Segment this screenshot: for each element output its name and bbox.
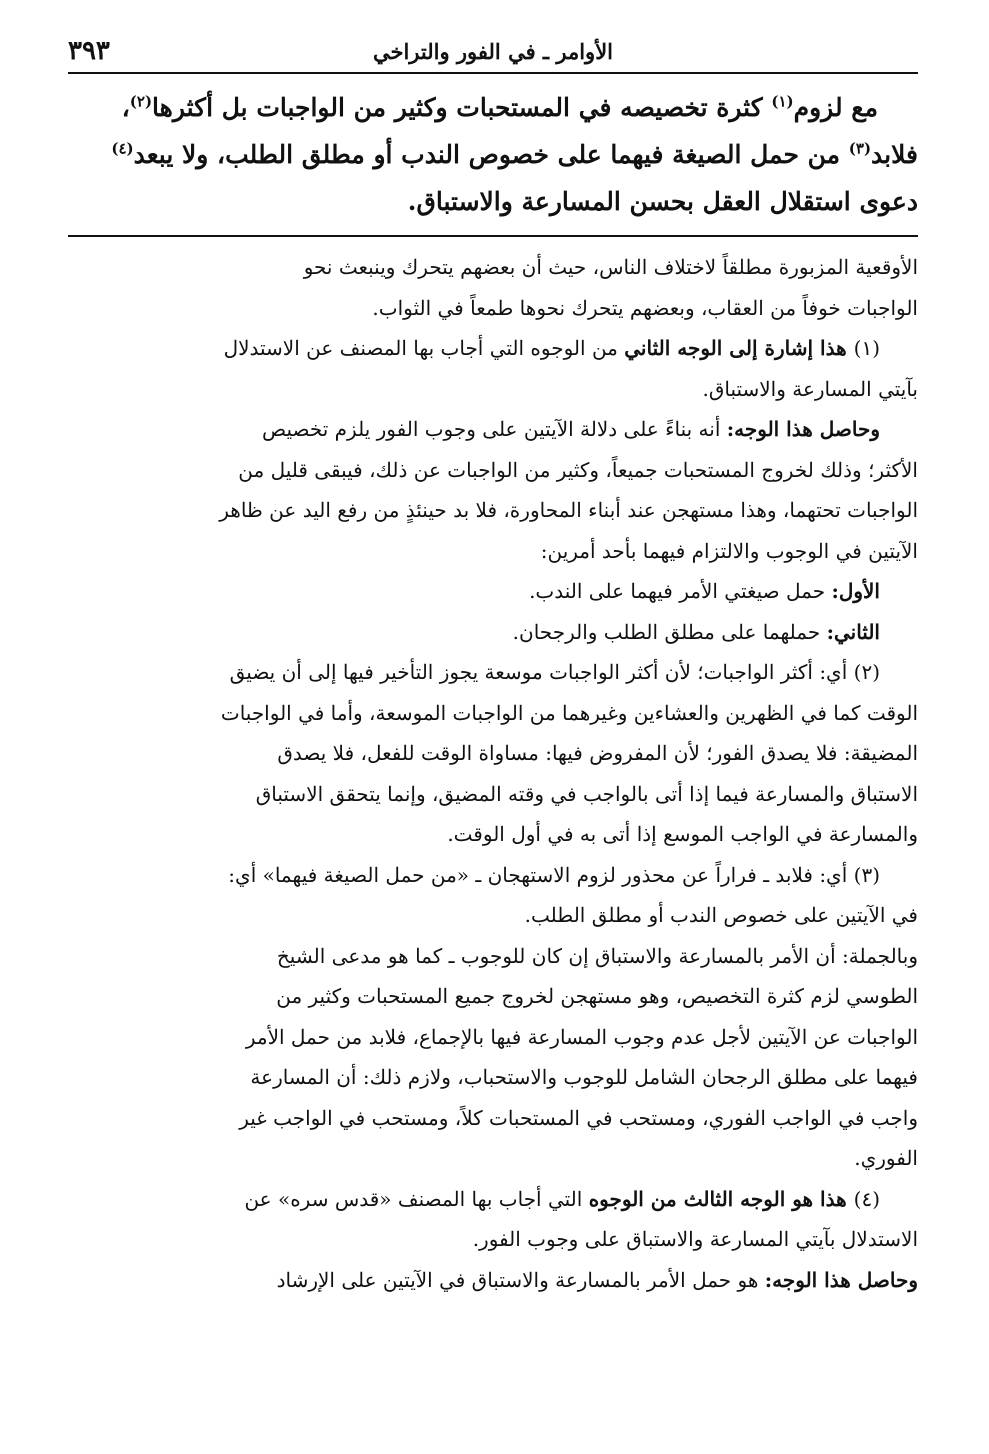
footnote-continuation-line: الواجبات خوفاً من العقاب، وبعضهم يتحرك نحوها طمعاً في الثواب. xyxy=(372,295,918,320)
footnote-line: المضيقة: فلا يصدق الفور؛ لأن المفروض فيها: مساواة الوقت للفعل، فلا يصدق xyxy=(277,741,918,765)
footnote-bold-text: وحاصل هذا الوجه: xyxy=(726,417,880,441)
footnote-line: واجب في الواجب الفوري، ومستحب في المستحبات كلاً، ومستحب في الواجب غير xyxy=(239,1105,918,1130)
footnote-bold-text: وحاصل هذا الوجه: xyxy=(764,1267,918,1292)
page-number: ٣٩٣ xyxy=(68,36,110,66)
footnote-line: وبالجملة: أن الأمر بالمسارعة والاستباق إن كان للوجوب ـ كما هو مدعى الشيخ xyxy=(276,943,918,968)
main-text-fragment: كثرة تخصيصه في المستحبات وكثير من الواجبات بل أكثرها xyxy=(152,93,772,122)
footnote-line: الوقت كما في الظهرين والعشاءين وغيرهما من الواجبات الموسعة، وأما في الواجبات xyxy=(220,700,918,725)
main-line-2 xyxy=(68,131,918,178)
main-text-fragment: من حمل الصيغة فيهما على خصوص الندب أو مطلق الطلب، ولا يبعد xyxy=(133,140,849,169)
footnote-line: والمسارعة في الواجب الموسع إذا أتى به في أول الوقت. xyxy=(447,822,918,846)
footnote-line: الآيتين في الوجوب والالتزام فيهما بأحد أمرين: xyxy=(540,538,918,563)
footnote-1-number: (١) xyxy=(853,336,880,360)
main-text-fragment: فلابد xyxy=(871,140,918,169)
footnote-line: الواجبات تحتهما، وهذا مستهجن عند أبناء المحاورة، فلا بد حينئذٍ من رفع اليد عن ظاهر xyxy=(219,498,918,522)
footnote-line: بآيتي المسارعة والاستباق. xyxy=(702,376,918,401)
footnote-separator xyxy=(68,235,918,237)
footnote-text: أنه بناءً على دلالة الآيتين على وجوب الفور يلزم تخصيص xyxy=(261,417,727,441)
footnote-text: حملهما على مطلق الطلب والرجحان. xyxy=(512,619,827,644)
footnote-line: الاستدلال بآيتي المسارعة والاستباق على وجوب الفور. xyxy=(472,1227,918,1251)
footnote-paragraph xyxy=(68,1260,918,1301)
footnote-item-second xyxy=(68,612,918,653)
main-text-fragment: مع لزوم xyxy=(793,93,878,122)
main-text xyxy=(68,74,918,235)
footnote-text: حمل صيغتي الأمر فيهما على الندب. xyxy=(529,579,832,603)
footnote-2: (٢) أي: أكثر الواجبات؛ لأن أكثر الواجبات موسعة يجوز التأخير فيها إلى أن يضيق xyxy=(229,660,880,684)
footnote-line: الواجبات عن الآيتين لأجل عدم وجوب المسارعة فيها بالإجماع، فلابد من حمل الأمر xyxy=(245,1024,918,1049)
page-header xyxy=(68,28,918,74)
footnote-bold-text: هذا هو الوجه الثالث من الوجوه xyxy=(588,1186,854,1211)
main-line-3: دعوى استقلال العقل بحسن المسارعة والاستباق. xyxy=(407,187,918,216)
footnote-ref-2[interactable]: (٢) xyxy=(129,92,153,111)
footnote-continuation-line: الأوقعية المزبورة مطلقاً لاختلاف الناس، حيث أن بعضهم يتحرك وينبعث نحو xyxy=(303,255,918,279)
footnote-line: في الآيتين على خصوص الندب أو مطلق الطلب. xyxy=(524,903,918,927)
footnote-ref-4[interactable]: (٤) xyxy=(111,139,134,158)
footnote-bold-text: هذا إشارة إلى الوجه الثاني xyxy=(624,336,854,360)
footnote-bold-text: الثاني: xyxy=(826,619,880,644)
main-line-1 xyxy=(68,84,918,131)
footnote-ref-1[interactable]: (١) xyxy=(771,92,794,111)
footnote-line: الاستباق والمسارعة فيما إذا أتى بالواجب في وقته المضيق، وإنما يتحقق الاستباق xyxy=(255,781,918,806)
running-title: الأوامر ـ في الفور والتراخي xyxy=(372,39,614,64)
footnote-text: هو حمل الأمر بالمسارعة والاستباق في الآيتين على الإرشاد xyxy=(276,1267,765,1292)
footnote-ref-3[interactable]: (٣) xyxy=(848,139,872,158)
main-text-fragment: ، xyxy=(121,93,130,122)
footnote-line: فيهما على مطلق الرجحان الشامل للوجوب والاستحباب، ولازم ذلك: أن المسارعة xyxy=(250,1065,918,1089)
footnote-line: الطوسي لزم كثرة التخصيص، وهو مستهجن لخروج جميع المستحبات وكثير من xyxy=(276,984,918,1008)
footnote-text: من الوجوه التي أجاب بها المصنف عن الاستدلال xyxy=(223,336,625,360)
footnote-paragraph xyxy=(68,409,918,450)
footnote-line: الأكثر؛ وذلك لخروج المستحبات جميعاً، وكثير من الواجبات عن ذلك، فيبقى قليل من xyxy=(238,457,918,482)
footnote-text: التي أجاب بها المصنف «قدس سره» عن xyxy=(244,1186,589,1211)
book-page xyxy=(68,28,918,1300)
footnote-3: (٣) أي: فلابد ـ فراراً عن محذور لزوم الاستهجان ـ «من حمل الصيغة فيهما» أي: xyxy=(228,862,880,887)
footnote-bold-text: الأول: xyxy=(831,579,880,603)
footnote-1 xyxy=(68,328,918,369)
footnotes xyxy=(68,247,918,1300)
footnote-line: الفوري. xyxy=(854,1146,918,1170)
footnote-4-number: (٤) xyxy=(853,1186,880,1211)
footnote-item-first xyxy=(68,571,918,612)
footnote-4 xyxy=(68,1179,918,1220)
